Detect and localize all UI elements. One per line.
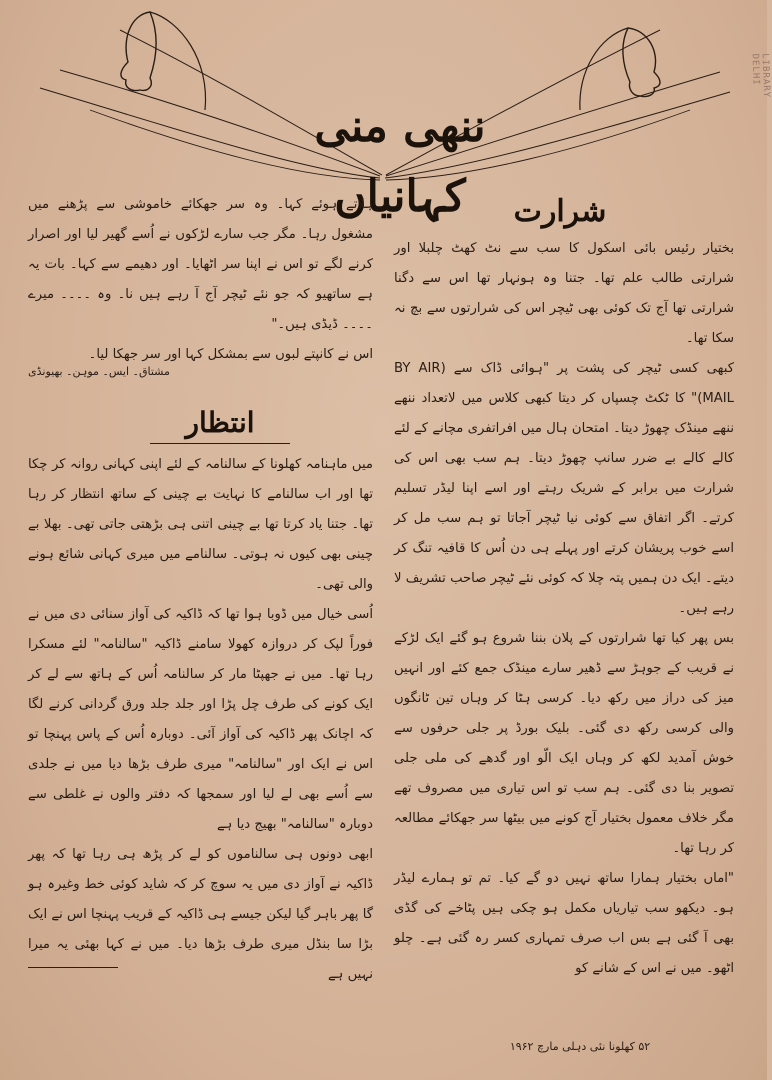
paragraph: اس نے کانپتے لبوں سے بمشکل کہا اور سر جھکا لیا۔ — [88, 347, 373, 362]
paragraph: ہلاتے ہوئے کہا۔ وہ سر جھکائے خاموشی سے پڑھنے میں مشغول رہا۔ مگر جب سارے لڑکوں نے اُسے گھیر لیا اور اصرار کرنے لگے تو اس نے اپنا سر اٹھایا۔ اور دھیمے سے کہا۔ بات یہ ہے ساتھیو کہ جو نئے ٹیچر آج آ رہے ہیں نا۔ وہ ۔۔۔۔ میرے ۔۔۔۔ ڈیڈی ہیں۔" — [28, 197, 374, 332]
paragraph: بس پھر کیا تھا شرارتوں کے پلان بننا شروع ہو گئے ایک لڑکے نے قریب کے جوہڑ سے ڈھیر سارے مینڈک جمع کئے اور انہیں میز کی دراز میں رکھ دیا۔ کرسی ہٹا کر وہاں تین ٹانگوں والی کرسی رکھ دی گئی۔ بلیک بورڈ پر جلی حرفوں سے خوش آمدید لکھ کر وہاں ایک الّو اور گدھے کی ملی جلی تصویر بنا دی گئی۔ ہم سب تو اس تیاری میں مصروف تھے مگر خلاف معمول بختیار آج کونے میں بیٹھا سر جھکائے مطالعہ کر رہا تھا۔ — [394, 631, 734, 856]
story-body-shararat — [394, 234, 734, 984]
title-underline — [150, 443, 290, 444]
paragraph: ابھی دونوں ہی سالناموں کو لے کر پڑھ ہی رہا تھا کہ پھر ڈاکیہ نے آواز دی میں یہ سوچ کر کہ شاید کوئی خط وغیرہ ہو گا پھر باہر گیا لیکن جیسے ہی ڈاکیہ کے قریب پہنچا اس نے ایک بڑا سا بنڈل میری طرف بڑھا دیا۔ میں نے کہا بھئی یہ میرا نہیں ہے — [28, 847, 373, 982]
continuation-dash — [28, 967, 118, 968]
story-continuation — [28, 190, 373, 370]
magazine-section-title: ننھی منی کہانیاں — [314, 101, 486, 222]
story-title-intezar: انتظار — [185, 406, 255, 439]
story-body-intezar — [28, 450, 373, 990]
paragraph: بختیار رئیس بائی اسکول کا سب سے نٹ کھٹ چلبلا اور شرارتی طالب علم تھا۔ جتنا وہ ہونہار تھا اس سے دگنا شرارتی تھا آج تک کوئی بھی ٹیچر اس کی شرارتوں سے بچ نہ سکا تھا۔ — [394, 241, 734, 346]
library-stamp: LIBRARY DELHI — [749, 53, 772, 99]
paragraph: "اماں بختیار ہمارا ساتھ نہیں دو گے کیا۔ تم تو ہمارے لیڈر ہو۔ دیکھو سب تیاریاں مکمل ہو چکی ہیں پٹاخے کی گڈی بھی آ گئی ہے بس اب صرف تمہاری کسر رہ گئی ہے۔ چلو اٹھو۔ میں نے اس کے شانے کو — [394, 871, 734, 976]
paragraph: میں ماہنامہ کھلونا کے سالنامہ کے لئے اپنی کہانی روانہ کر چکا تھا اور اب سالنامے کا نہایت بے چینی کے ساتھ انتظار کر رہا تھا۔ جتنا یاد کرتا تھا بے چینی اتنی ہی بڑھتی جاتی تھی۔ بھلا بے چینی بھی کیوں نہ ہوتی۔ سالنامے میں میری کہانی شائع ہونے والی تھی۔ — [28, 457, 373, 592]
story-title-shararat: شرارت — [513, 194, 607, 229]
paragraph: اُسی خیال میں ڈوبا ہوا تھا کہ ڈاکیہ کی آواز سنائی دی میں نے فوراً لپک کر دروازہ کھولا سامنے ڈاکیہ "سالنامہ" لئے مسکرا رہا تھا۔ میں نے جھپٹا مار کر سالنامہ اُس کے ہاتھ سے لے کر ایک کونے کی طرف چل پڑا اور جلد جلد ورق گردانی کرنے لگا کہ اچانک پھر ڈاکیہ کی آواز آئی۔ دوبارہ اُس کے پاس پہنچا تو اس نے ایک اور "سالنامہ" میری طرف بڑھا دیا میں نے جلدی سے اُسے بھی لے لیا اور سمجھا کہ دفتر والوں نے غلطی سے دوبارہ "سالنامہ" بھیج دیا ہے — [28, 607, 373, 832]
paragraph: کبھی کسی ٹیچر کی پشت پر "ہوائی ڈاک سے (BY AIR MAIL)" کا ٹکٹ چسپاں کر دیتا کبھی کلاس میں لاتعداد ننھے ننھے مینڈک چھوڑ دیتا۔ امتحان ہال میں افراتفری مچانے کے لئے کالے کالے بے ضرر سانپ چھوڑ دیتا۔ ہم سب بھی اس کی شرارت میں برابر کے شریک رہتے اور اسے اپنا لیڈر تسلیم کرتے۔ اگر اتفاق سے کوئی نیا ٹیچر آجاتا تو ہم سب مل کر اسے خوب پریشان کرتے اور پہلے ہی دن اُس کا قافیہ تنگ کر دیتے۔ ایک دن ہمیں پتہ چلا کہ کوئی نئے ٹیچر صاحب تشریف لا رہے ہیں۔ — [394, 361, 734, 616]
page-footer: ۵۲ کھلونا نئی دہلی مارچ ۱۹۶۲ — [509, 1040, 651, 1053]
author-credit: مشتاق۔ ایس۔ موہن۔ بھیونڈی — [28, 365, 170, 378]
